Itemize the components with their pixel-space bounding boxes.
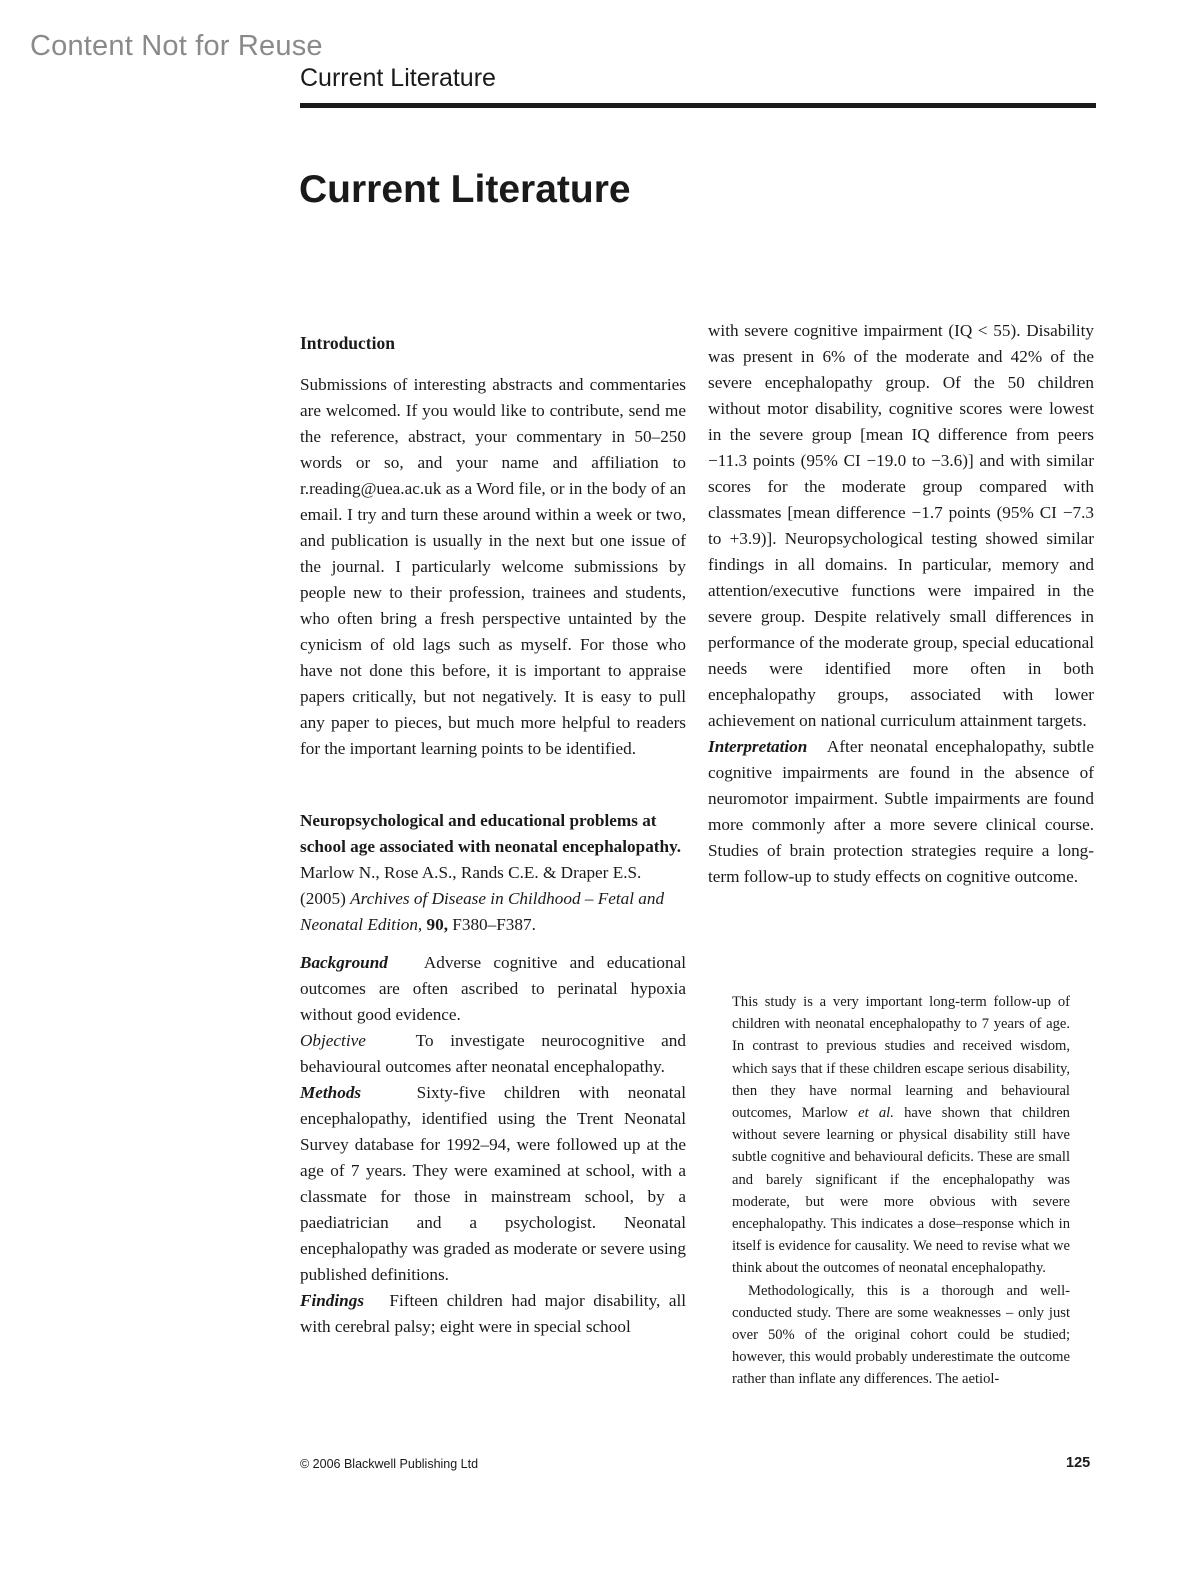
header-rule (300, 103, 1096, 108)
commentary-paragraph-1 (732, 991, 1070, 1280)
interpretation-text: After neonatal encephalopathy, subtle cognitive impairments are found in the absence of neuromotor impairment. Subtle impairments are found more commonly after a more severe clinical course. Studies of brain protection strategies require a long-term follow-up to study effects on cognitive outcome. (708, 737, 1094, 886)
findings-paragraph (300, 1288, 686, 1340)
article-volume: 90, (426, 915, 448, 934)
article-citation (300, 860, 686, 938)
introduction-heading: Introduction (300, 333, 395, 353)
page-title: Current Literature (299, 168, 631, 211)
background-paragraph (300, 950, 686, 1028)
article-journal: Archives of Disease in Childhood – Fetal and Neonatal Edition, (300, 889, 665, 934)
commentary-text-a: This study is a very important long-term follow-up of children with neonatal encephalopathy to 7 years of age. In contrast to previous studies and received wisdom, which says that if these children escape serious disability, then they have normal learning and behavioural outcomes, Marlow (732, 994, 1070, 1122)
objective-label: Objective (300, 1031, 366, 1050)
article-pages: F380–F387. (452, 915, 536, 934)
objective-text: To investigate neurocognitive and behavioural outcomes after neonatal encephalopathy. (300, 1031, 686, 1076)
background-text: Adverse cognitive and educational outcomes are often ascribed to perinatal hypoxia without good evidence. (300, 953, 686, 1024)
commentary-text-b: have shown that children without severe learning or physical disability still have subtle cognitive and behavioural deficits. These are small and barely significant if the encephalopathy was moderate, but were more obvious with severe encephalopathy. This indicates a dose–response which in itself is evidence for causality. We need to revise what we think about the outcomes of neonatal encephalopathy. (732, 1105, 1070, 1277)
methods-text: Sixty-five children with neonatal encephalopathy, identified using the Trent Neonatal Survey database for 1992–94, were followed up at the age of 7 years. They were examined at school, with a classmate for those in mainstream school, by a paediatrician and a psychologist. Neonatal encephalopathy was graded as moderate or severe using published definitions. (300, 1083, 686, 1284)
running-head: Current Literature (300, 64, 496, 92)
commentary (732, 991, 1070, 1391)
interpretation-label: Interpretation (708, 737, 808, 756)
objective-paragraph (300, 1028, 686, 1080)
findings-label: Findings (300, 1291, 365, 1310)
methods-label: Methods (300, 1083, 362, 1102)
watermark: Content Not for Reuse (30, 30, 323, 62)
findings-continued: with severe cognitive impairment (IQ < 55). Disability was present in 6% of the moderate and 42% of the severe encephalopathy group. Of the 50 children without motor disability, cognitive scores were lowest in the severe group [mean IQ difference from peers −11.3 points (95% CI −19.0 to −3.6)] and with similar scores for the moderate group compared with classmates [mean difference −1.7 points (95% CI −7.3 to +3.9)]. Neuropsychological testing showed similar findings in all domains. In particular, memory and attention/executive functions were impaired in the severe group. Despite relatively small differences in performance of the moderate group, special educational needs were identified more often in both encephalopathy groups, associated with lower achievement on national curriculum attainment targets. (708, 321, 1094, 730)
commentary-etal: et al. (858, 1105, 894, 1122)
right-column (708, 318, 1094, 890)
copyright: © 2006 Blackwell Publishing Ltd (300, 1457, 479, 1471)
findings-text-left: Fifteen children had major disability, all with cerebral palsy; eight were in special school (300, 1291, 686, 1336)
article-title: Neuropsychological and educational problems at school age associated with neonatal encephalopathy. (300, 811, 682, 856)
page-number: 125 (1066, 1455, 1091, 1471)
left-column (300, 330, 686, 1340)
article-authors: Marlow N., Rose A.S., Rands C.E. & Draper E.S. (2005) (300, 863, 642, 908)
interpretation-paragraph (708, 734, 1094, 890)
background-label: Background (300, 953, 388, 972)
methods-paragraph (300, 1080, 686, 1288)
commentary-paragraph-2: Methodologically, this is a thorough and well-conducted study. There are some weaknesses – only just over 50% of the original cohort could be studied; however, this would probably underestimate the outcome rather than inflate any differences. The aetiol- (732, 1282, 1070, 1388)
introduction-body: Submissions of interesting abstracts and commentaries are welcomed. If you would like to contribute, send me the reference, abstract, your commentary in 50–250 words or so, and your name and affiliation to r.reading@uea.ac.uk as a Word file, or in the body of an email. I try and turn these around within a week or two, and publication is usually in the next but one issue of the journal. I particularly welcome submissions by people new to their profession, trainees and students, who often bring a fresh perspective untainted by the cynicism of old lags such as myself. For those who have not done this before, it is important to appraise papers critically, but not negatively. It is easy to pull any paper to pieces, but much more helpful to readers for the important learning points to be identified. (300, 375, 686, 758)
